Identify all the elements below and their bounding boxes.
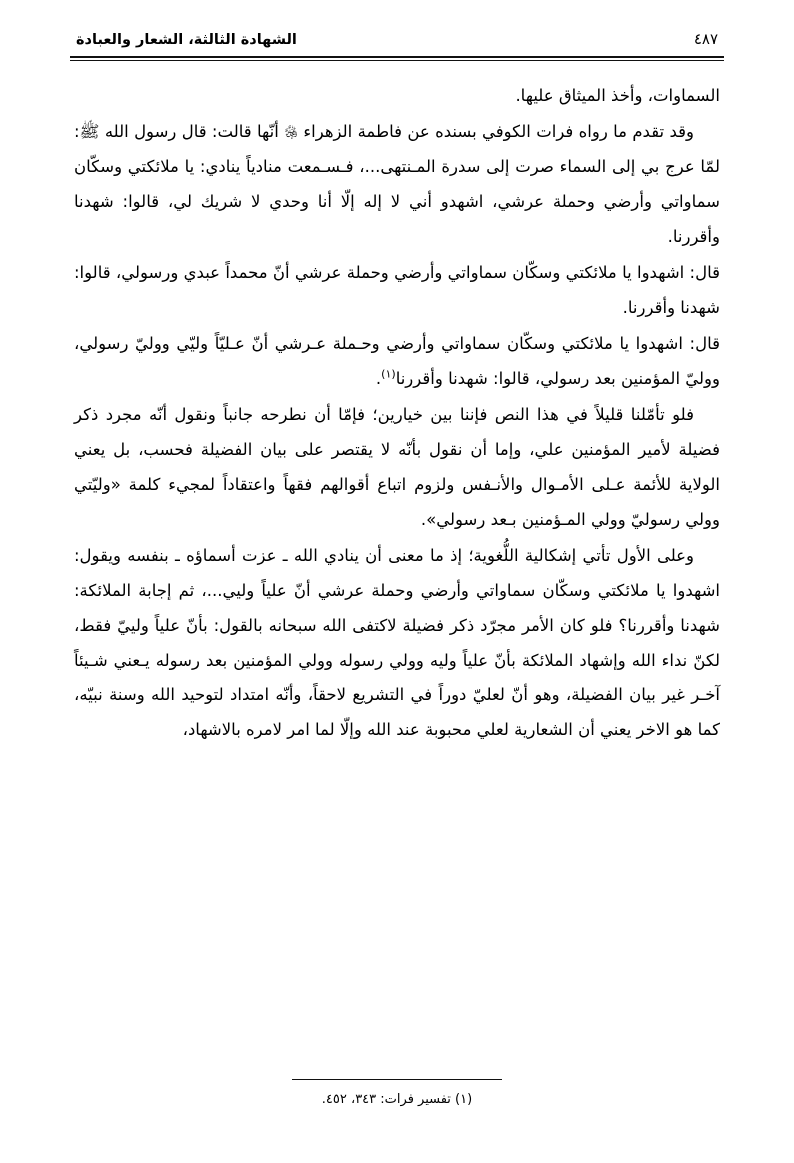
- page-body: [62, 79, 732, 748]
- header-title: الشهادة الثالثة، الشعار والعبادة: [76, 32, 297, 48]
- header-rule-thin: [70, 60, 724, 61]
- paragraph-text: فلو تأمّلنا قليلاً في هذا النص فإننا بين خيارين؛ فإمّا أن نطرحه جانباً ونقول أنّه مجرد ذكر فضيلة لأمير المؤمنين علي، وإما أن نقول بأنّه لا يقتصر على بيان الفضيلة فحسب، بل يعني الولاية للأئمة عـلى الأمـوال والأنـفس ولزوم اتباع أقوالهم فقهاً واعتقاداً لمجيء كلمة «وليّتي وولي رسوليّ وولي المـؤمنين بـعد رسولي».: [74, 404, 720, 529]
- header-page-number: ٤٨٧: [693, 30, 718, 48]
- page-header: [62, 30, 732, 48]
- paragraph-text: وقد تقدم ما رواه فرات الكوفي بسنده عن فاطمة الزهراء ﷿ أنّها قالت: قال رسول الله ﷺ: لمّا عرج بي إلى السماء صرت إلى سدرة المـنتهى...، فـسـمعت منادياً ينادي: يا ملائكتي وسكّان سماواتي وأرضي وحملة عرشي، اشهدو أني لا إله إلّا أنا وحدي لا شريك لي، قالوا: شهدنا وأقررنا.: [74, 121, 720, 246]
- footnote-text: (١) تفسير فرات: ٣٤٣، ٤٥٢.: [321, 1091, 473, 1107]
- paragraph-5: [74, 398, 720, 538]
- paragraph-2: [74, 115, 720, 255]
- paragraph-1: [74, 79, 720, 114]
- paragraph-3: [74, 256, 720, 326]
- header-rule-thick: [70, 56, 724, 58]
- paragraph-text: قال: اشهدوا يا ملائكتي وسكّان سماواتي وأرضي وحـملة عـرشي أنّ عـليّاً وليّي ووليّ رسولي، ووليّ المؤمنين بعد رسولي، قالوا: شهدنا وأقررنا: [74, 333, 720, 388]
- paragraph-4: [74, 327, 720, 397]
- footnote-area: [62, 1079, 732, 1111]
- paragraph-6: [74, 539, 720, 749]
- paragraph-text: السماوات، وأخذ الميثاق عليها.: [515, 86, 720, 105]
- footnote-reference[interactable]: (١): [381, 367, 396, 381]
- paragraph-text: وعلى الأول تأتي إشكالية اللُّغوية؛ إذ ما معنى أن ينادي الله ـ عزت أسماؤه ـ بنفسه ويقول: اشهدوا يا ملائكتي وسكّان سماواتي وأرضي وحملة عرشي أنّ علياً وليي...، ثم إجابة الملائكة: شهدنا وأقررنا؟ فلو كان الأمر مجرّد ذكر فضيلة لاكتفى الله سبحانه بالقول: بأنّ علياً ولييّ فقط، لكنّ نداء الله وإشهاد الملائكة بأنّ علياً وليه وولي رسوله وولي المؤمنين بعد رسوله يـعني شـيئاً آخـر غير بيان الفضيلة، وهو أنّ لعليّ دوراً في التشريع لاحقاً، وأنّه امتداد لتوحيد الله وسنة نبيّه، كما هو الاخر يعني أن الشعارية لعلي محبوبة عند الله وإلّا لما امر لامره بالاشهاد،: [74, 545, 720, 740]
- footnote-separator: [292, 1079, 502, 1080]
- paragraph-text: قال: اشهدوا يا ملائكتي وسكّان سماواتي وأرضي وحملة عرشي أنّ محمداً عبدي ورسولي، قالوا: شهدنا وأقررنا.: [74, 262, 720, 317]
- paragraph-trailing: .: [375, 368, 382, 388]
